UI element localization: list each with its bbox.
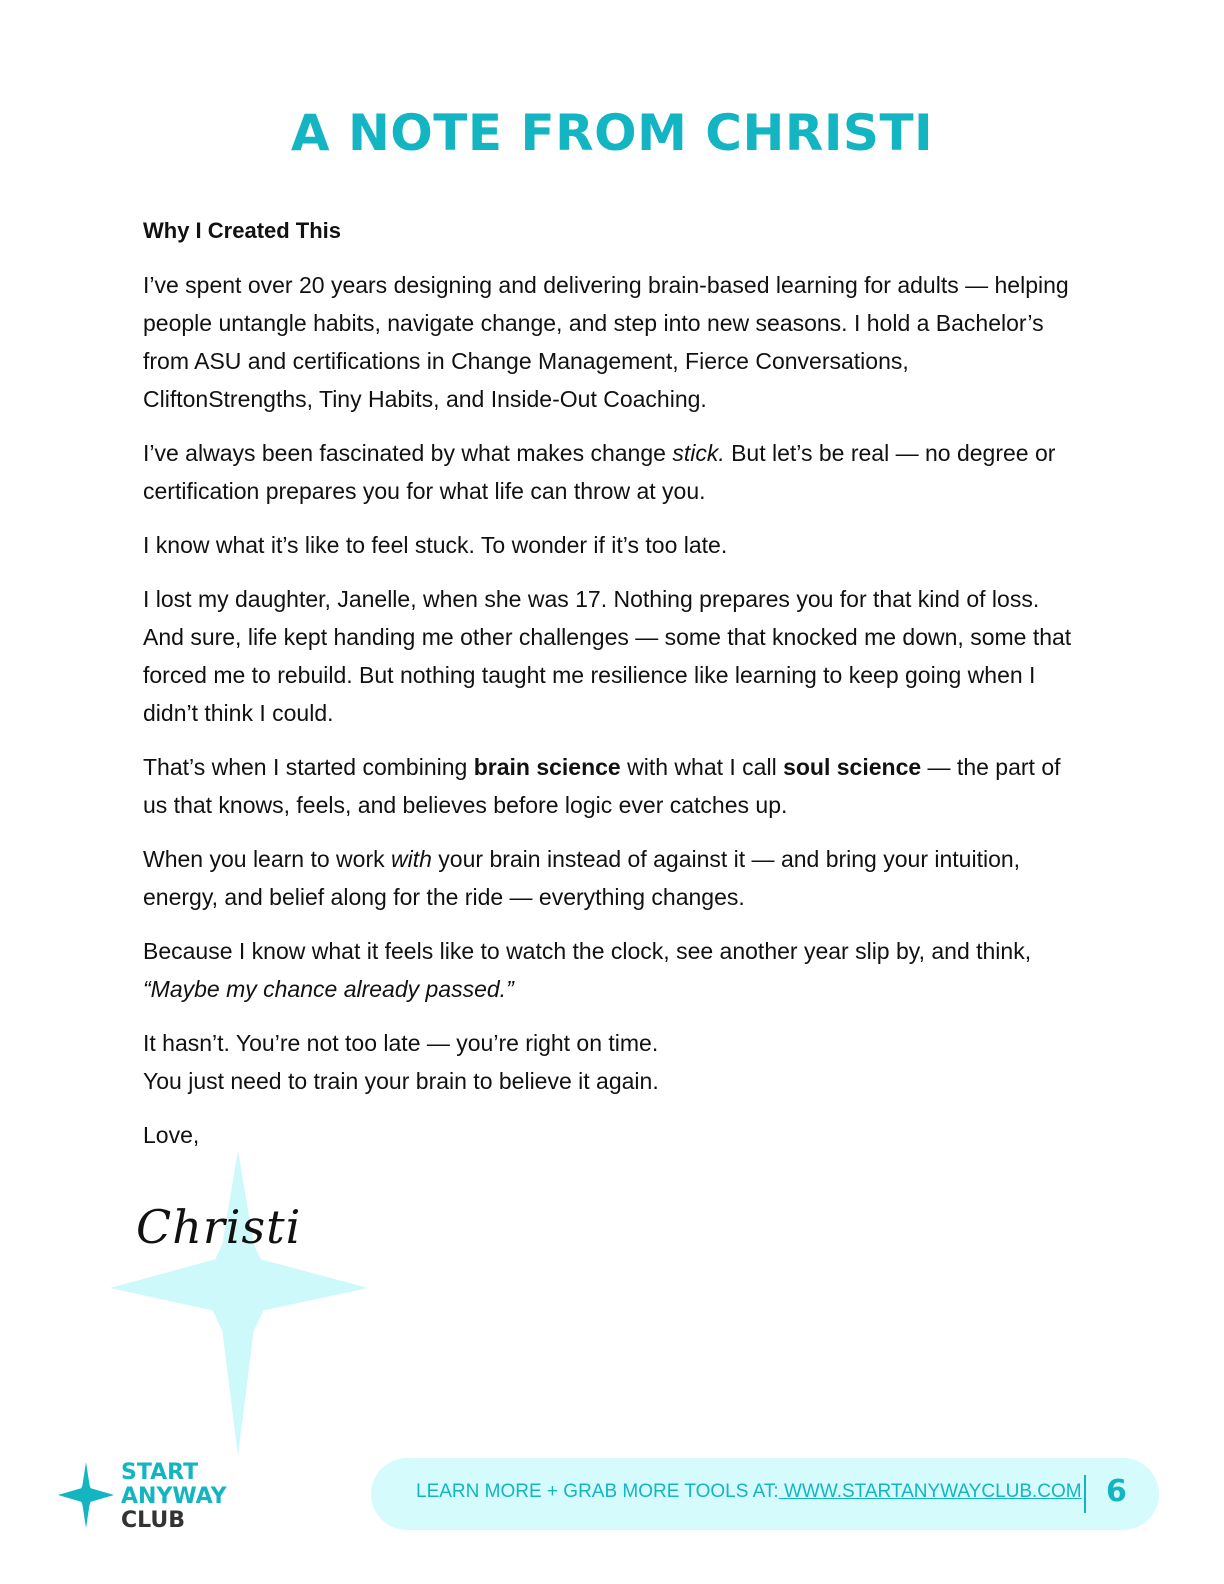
- logo-star-icon: [56, 1460, 116, 1530]
- signature: Christi: [136, 1200, 302, 1254]
- letter-body: [143, 212, 1083, 1170]
- page-number: 6: [1106, 1474, 1127, 1509]
- footer-prefix: LEARN MORE + GRAB MORE TOOLS AT:: [416, 1481, 779, 1502]
- footer-bar: [371, 1458, 1159, 1530]
- paragraph: Because I know what it feels like to watch the clock, see another year slip by, and think, “Maybe my chance already passed.”: [143, 938, 1032, 1002]
- paragraph: I’ve spent over 20 years designing and delivering brain-based learning for adults — helping people untangle habits, navigate change, and step into new seasons. I hold a Bachelor’s from ASU and certifications in Change Management, Fierce Conversations, CliftonStrengths, Tiny Habits, and Inside-Out Coaching.: [143, 272, 1069, 412]
- footer-text: [416, 1481, 1082, 1503]
- paragraph: It hasn’t. You’re not too late — you’re right on time. You just need to train your brain to believe it again.: [143, 1030, 659, 1094]
- section-heading: Why I Created This: [143, 218, 342, 243]
- paragraph: I know what it’s like to feel stuck. To wonder if it’s too late.: [143, 532, 728, 558]
- paragraph: When you learn to work with your brain instead of against it — and bring your intuition, energy, and belief along for the ride — everything changes.: [143, 846, 1021, 910]
- sign-off: Love,: [143, 1122, 200, 1148]
- page-title: A NOTE FROM CHRISTI: [290, 104, 934, 162]
- paragraph: I lost my daughter, Janelle, when she was 17. Nothing prepares you for that kind of loss. And sure, life kept handing me other challenges — some that knocked me down, some that forced me to rebuild. But nothing taught me resilience like learning to keep going when I didn’t think I could.: [143, 586, 1072, 726]
- footer-link[interactable]: WWW.STARTANYWAYCLUB.COM: [778, 1481, 1082, 1502]
- star-decoration-icon: [108, 1150, 370, 1456]
- paragraph: That’s when I started combining brain science with what I call soul science — the part of us that knows, feels, and believes before logic ever catches up.: [143, 754, 1061, 818]
- paragraph: I’ve always been fascinated by what makes change stick. But let’s be real — no degree or certification prepares you for what life can throw at you.: [143, 440, 1056, 504]
- footer-divider: [1084, 1475, 1086, 1513]
- logo-wordmark: START ANYWAY CLUB: [121, 1460, 227, 1533]
